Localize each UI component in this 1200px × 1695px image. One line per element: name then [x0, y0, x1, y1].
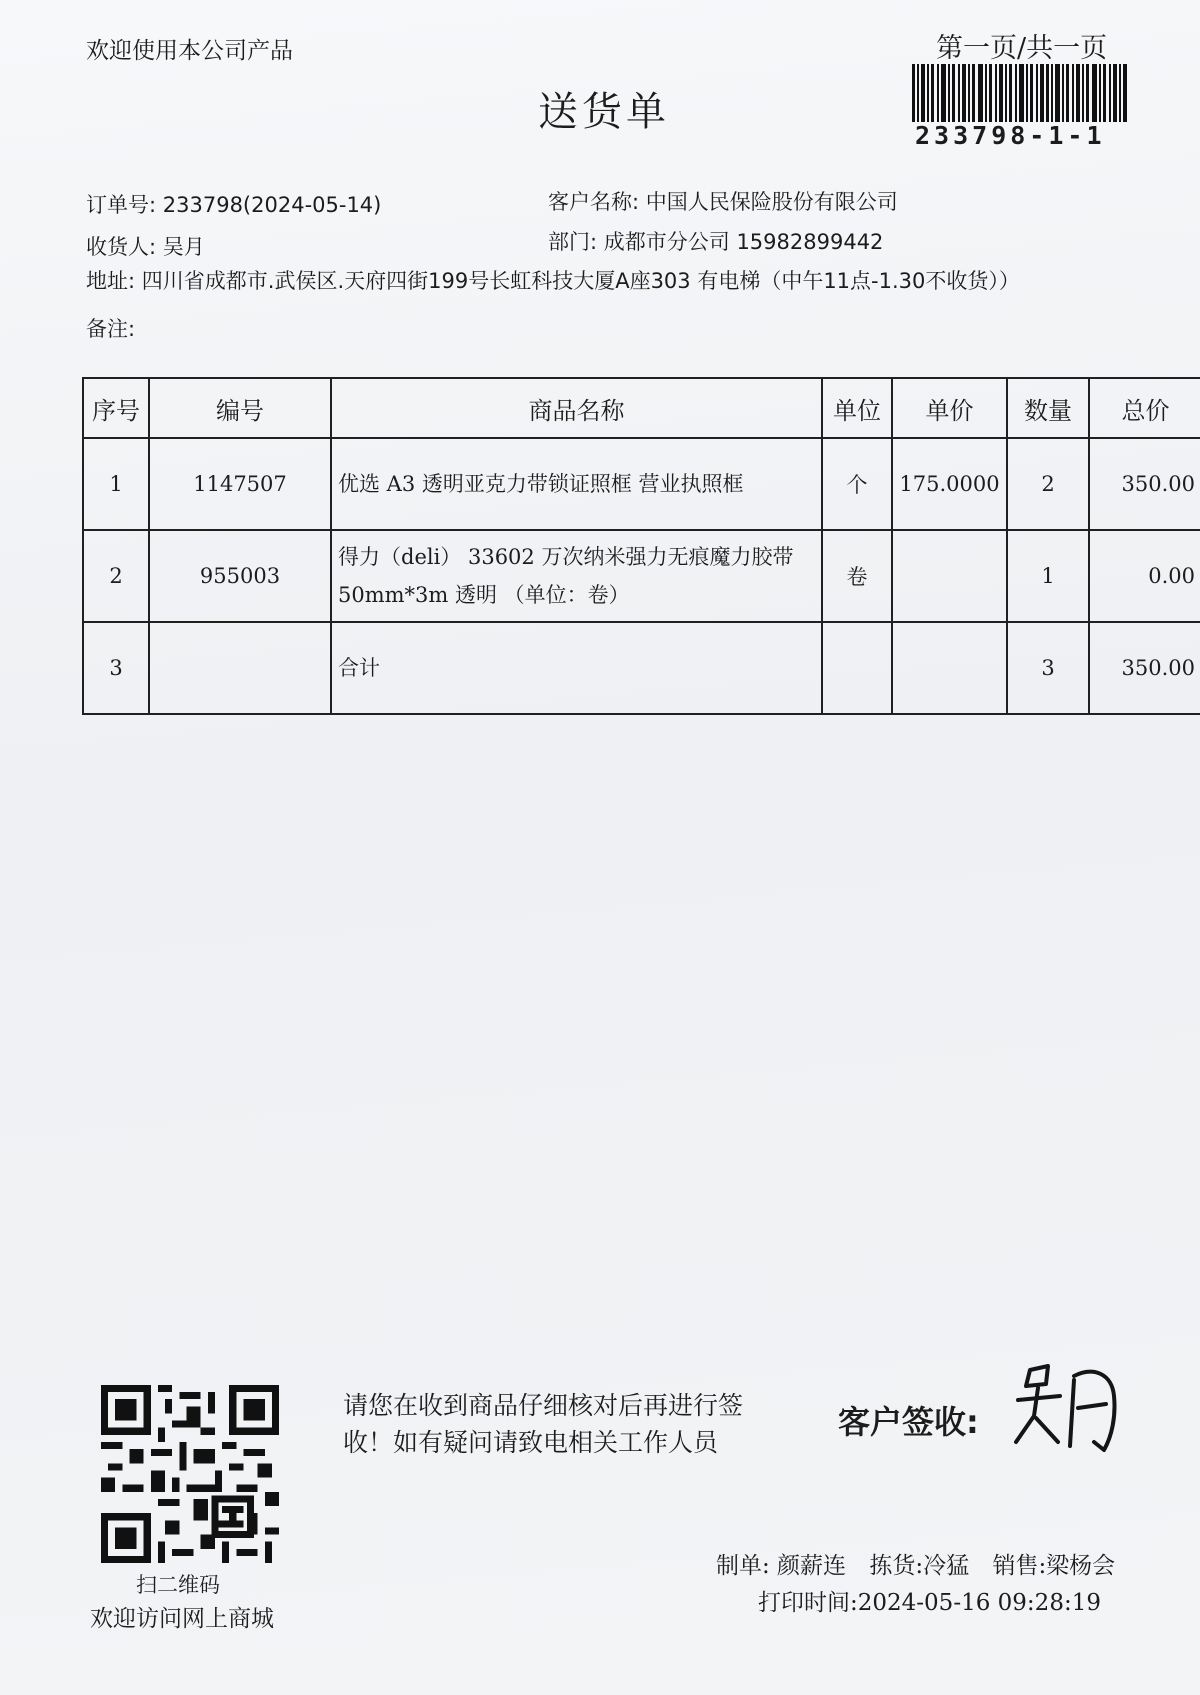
cell-price — [892, 622, 1007, 714]
cell-price — [892, 530, 1007, 622]
remark-label: 备注: — [86, 317, 136, 341]
customer-sign-label: 客户签收: — [838, 1403, 979, 1441]
cell-name: 合计 — [331, 622, 822, 714]
staff-info — [716, 1547, 1131, 1580]
cell-qty: 1 — [1007, 530, 1089, 622]
cell-price: 175.0000 — [892, 438, 1007, 530]
cell-unit — [822, 622, 892, 714]
items-table — [82, 377, 1200, 715]
qr-caption-shop: 欢迎访问网上商城 — [90, 1606, 274, 1632]
receiver-label: 收货人: — [86, 235, 157, 259]
table-row — [83, 438, 1200, 530]
column-header: 总价 — [1089, 378, 1200, 438]
maker-field: 制单: 颜薪连 — [716, 1553, 847, 1579]
order-number-field — [86, 189, 381, 219]
table-row — [83, 530, 1200, 622]
column-header: 数量 — [1007, 378, 1089, 438]
cell-code: 1147507 — [149, 438, 331, 530]
receiver-value: 吴月 — [162, 235, 205, 259]
column-header: 编号 — [149, 378, 331, 438]
qr-caption-scan: 扫二维码 — [136, 1573, 220, 1597]
department-field — [548, 226, 883, 256]
handwritten-signature — [1008, 1360, 1124, 1456]
table-header-row — [83, 378, 1200, 438]
cell-no: 2 — [83, 530, 149, 622]
cell-no: 3 — [83, 622, 149, 714]
order-number-value: 233798(2024-05-14) — [162, 193, 382, 217]
cell-total: 0.00 — [1089, 530, 1200, 622]
cell-qty: 2 — [1007, 438, 1089, 530]
cell-code — [149, 622, 331, 714]
customer-name-value: 中国人民保险股份有限公司 — [645, 190, 898, 214]
picker-field: 拣货:冷猛 — [869, 1553, 970, 1579]
receiver-field — [86, 231, 205, 261]
cell-name: 得力（deli） 33602 万次纳米强力无痕魔力胶带 50mm*3m 透明 （单位：卷） — [331, 530, 822, 622]
address-value: 四川省成都市.武侯区.天府四街199号长虹科技大厦A座303 有电梯（中午11点-1.30不收货）） — [141, 269, 1020, 293]
column-header: 商品名称 — [331, 378, 822, 438]
address-label: 地址: — [86, 269, 136, 293]
cell-code: 955003 — [149, 530, 331, 622]
address-field — [86, 265, 1020, 295]
customer-name-field — [548, 186, 898, 216]
cell-qty: 3 — [1007, 622, 1089, 714]
qr-code-image — [98, 1385, 282, 1563]
customer-name-label: 客户名称: — [548, 190, 640, 214]
page-info: 第一页/共一页 — [936, 33, 1108, 64]
sales-field: 销售:梁杨会 — [992, 1553, 1116, 1579]
barcode-image — [912, 64, 1128, 122]
column-header: 单位 — [822, 378, 892, 438]
column-header: 序号 — [83, 378, 149, 438]
remark-field — [86, 313, 135, 343]
cell-unit: 卷 — [822, 530, 892, 622]
column-header: 单价 — [892, 378, 1007, 438]
document-title: 送货单 — [538, 89, 670, 135]
department-value: 成都市分公司 15982899442 — [603, 230, 884, 254]
welcome-text: 欢迎使用本公司产品 — [86, 38, 293, 64]
order-number-label: 订单号: — [86, 193, 157, 217]
cell-total: 350.00 — [1089, 622, 1200, 714]
cell-no: 1 — [83, 438, 149, 530]
print-time: 打印时间:2024-05-16 09:28:19 — [758, 1590, 1101, 1616]
cell-total: 350.00 — [1089, 438, 1200, 530]
cell-unit: 个 — [822, 438, 892, 530]
cell-name: 优选 A3 透明亚克力带锁证照框 营业执照框 — [331, 438, 822, 530]
barcode-number: 233798-1-1 — [915, 121, 1106, 150]
department-label: 部门: — [548, 230, 598, 254]
table-row-total — [83, 622, 1200, 714]
receipt-notice: 请您在收到商品仔细核对后再进行签收！如有疑问请致电相关工作人员 — [343, 1391, 744, 1457]
